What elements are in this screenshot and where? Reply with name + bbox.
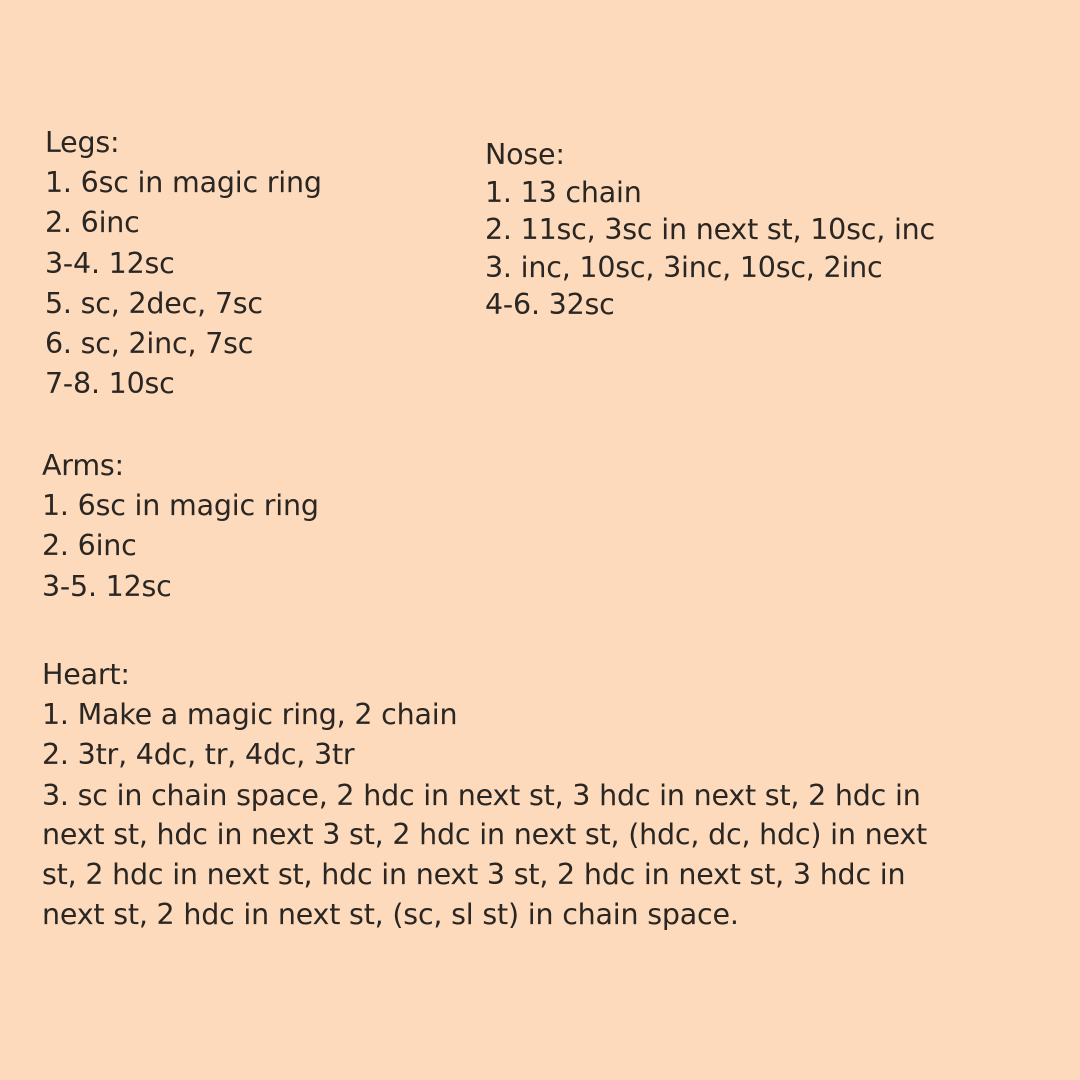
legs-heading: Legs: [45,126,120,159]
nose-row-4: 4-6. 32sc [485,288,615,322]
heart-row-2: 2. 3tr, 4dc, tr, 4dc, 3tr [42,738,355,772]
arms-section [42,446,319,607]
legs-row-4: 5. sc, 2dec, 7sc [45,286,263,320]
arms-row-3: 3-5. 12sc [42,569,172,603]
legs-row-1: 1. 6sc in magic ring [45,166,322,200]
nose-heading: Nose: [485,138,565,171]
legs-row-5: 6. sc, 2inc, 7sc [45,327,254,361]
arms-row-1: 1. 6sc in magic ring [42,489,319,523]
legs-row-6: 7-8. 10sc [45,367,175,401]
nose-section [485,136,935,324]
legs-section [45,123,322,404]
nose-row-2: 2. 11sc, 3sc in next st, 10sc, inc [485,213,935,247]
nose-row-3: 3. inc, 10sc, 3inc, 10sc, 2inc [485,250,883,284]
arms-heading: Arms: [42,449,124,482]
heart-row-3: 3. sc in chain space, 2 hdc in next st, 3 hdc in next st, 2 hdc in next st, hdc in next 3 st, 2 hdc in next st, (hdc, dc, hdc) in next st, 2 hdc in next st, hdc in next 3 st, 2 hdc in next st, 3 hdc in next st, 2 hdc in next st, (sc, sl st) in chain space. [42,778,927,931]
heart-heading: Heart: [42,658,130,691]
heart-section [42,655,942,934]
heart-row-1: 1. Make a magic ring, 2 chain [42,698,458,732]
legs-row-3: 3-4. 12sc [45,246,175,280]
nose-row-1: 1. 13 chain [485,175,642,209]
arms-row-2: 2. 6inc [42,529,137,563]
legs-row-2: 2. 6inc [45,206,140,240]
